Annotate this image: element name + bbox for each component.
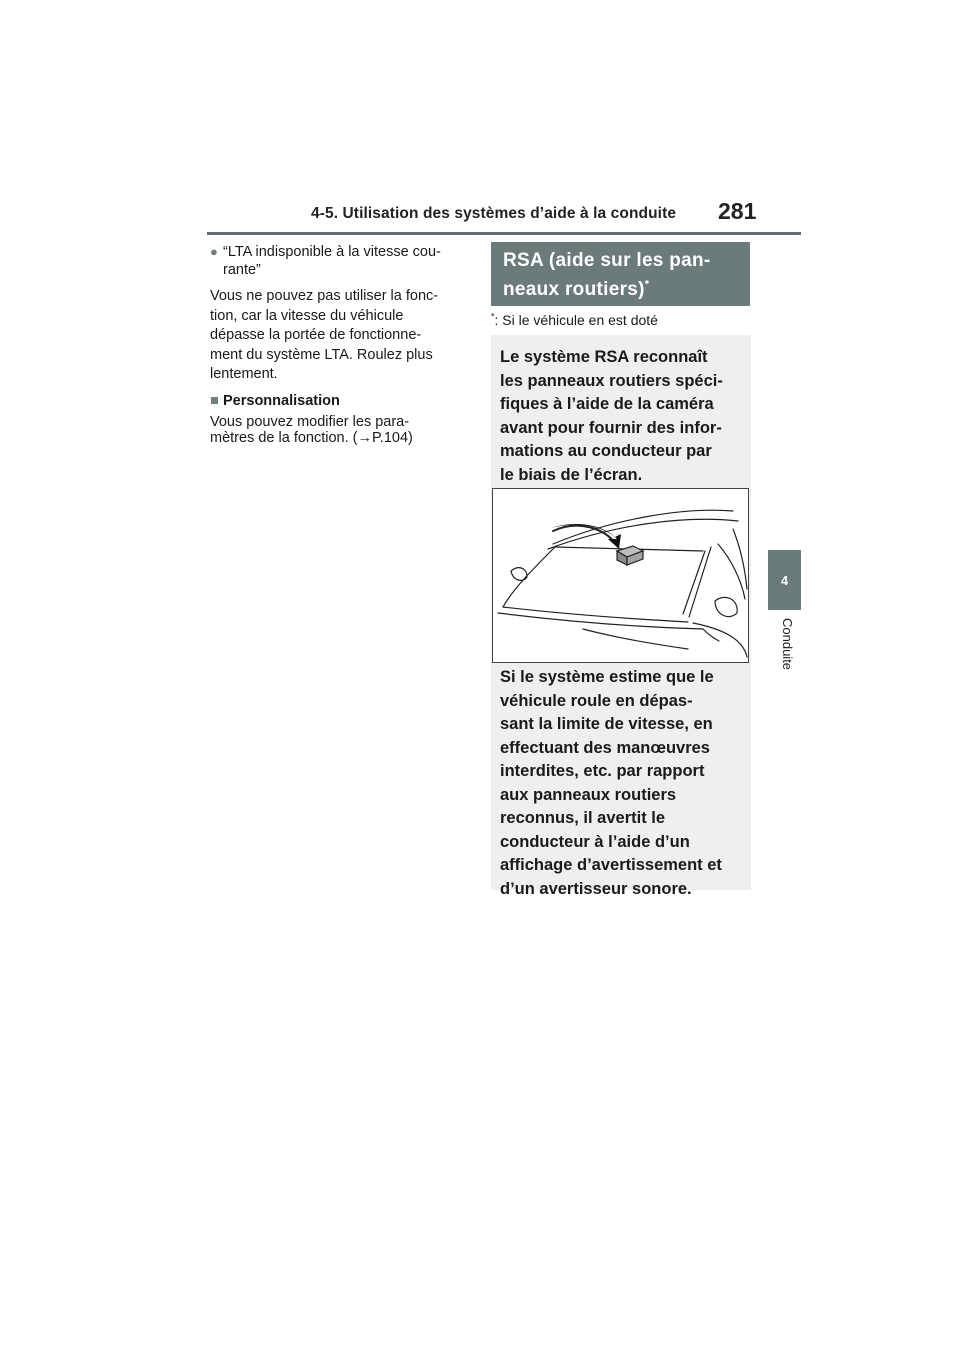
- footnote-marker: *: [644, 278, 650, 291]
- description-line: aux panneaux routiers: [500, 785, 677, 804]
- square-bullet-icon: ■: [210, 392, 219, 409]
- description-line: Le système RSA reconnaît: [500, 348, 708, 366]
- footnote-text: : Si le véhicule en est doté: [494, 312, 658, 328]
- description-line: mations au conducteur par: [500, 442, 712, 460]
- heading-line: neaux routiers): [503, 279, 645, 300]
- description-line: le biais de l’écran.: [500, 465, 643, 484]
- description-line: affichage d’avertissement et: [500, 856, 722, 874]
- bullet-text-line: rante”: [223, 262, 261, 278]
- description-line: effectuant des manœuvres: [500, 738, 710, 757]
- heading-line: RSA (aide sur les pan-: [503, 250, 711, 271]
- section-title: 4-5. Utilisation des systèmes d’aide à la conduite: [311, 205, 677, 222]
- subheading-text: Personnalisation: [223, 392, 340, 409]
- description-line: sant la limite de vitesse, en: [500, 715, 713, 733]
- description-line: avant pour fournir des infor-: [500, 418, 722, 437]
- description-line: reconnus, il avertit le: [500, 809, 666, 827]
- description-line: Si le système estime que le: [500, 668, 714, 686]
- paragraph-line: ment du système LTA. Roulez plus: [210, 346, 433, 363]
- description-line: les panneaux routiers spéci-: [500, 371, 723, 390]
- chapter-tab[interactable]: [768, 550, 801, 610]
- windshield-camera-icon: [493, 489, 748, 662]
- paragraph-line: tion, car la vitesse du véhicule: [210, 307, 404, 324]
- page-reference-link[interactable]: mètres de la fonction. (→P.104): [210, 429, 413, 446]
- bullet-icon: ●: [210, 244, 218, 259]
- description-line: conducteur à l’aide d’un: [500, 832, 690, 851]
- header-divider: [207, 232, 801, 235]
- footnote: [491, 312, 658, 328]
- bullet-item: [210, 243, 468, 279]
- description-line: interdites, etc. par rapport: [500, 762, 705, 780]
- description-line: véhicule roule en dépas-: [500, 691, 693, 710]
- chapter-number: 4: [780, 572, 789, 588]
- rsa-description: [500, 346, 745, 487]
- subheading: [210, 392, 468, 410]
- explanation-paragraph: [210, 287, 468, 385]
- paragraph-line: dépasse la portée de fonctionne-: [210, 327, 422, 343]
- paragraph-line: Vous ne pouvez pas utiliser la fonc-: [210, 288, 439, 304]
- description-line: d’un avertisseur sonore.: [500, 879, 692, 898]
- rsa-section-heading: [491, 242, 750, 306]
- left-column: [210, 243, 468, 446]
- footnote-marker: *: [491, 311, 495, 322]
- customization-paragraph: [210, 414, 468, 446]
- windshield-camera-figure: [492, 488, 749, 663]
- paragraph-line: lentement.: [210, 366, 278, 382]
- description-line: fiques à l’aide de la caméra: [500, 395, 714, 413]
- chapter-label: Conduite: [780, 618, 795, 671]
- page-number: 281: [718, 198, 757, 224]
- rsa-warning-description: [500, 666, 745, 901]
- paragraph-line: Vous pouvez modifier les para-: [210, 413, 410, 430]
- bullet-text-line: “LTA indisponible à la vitesse cou-: [223, 244, 441, 260]
